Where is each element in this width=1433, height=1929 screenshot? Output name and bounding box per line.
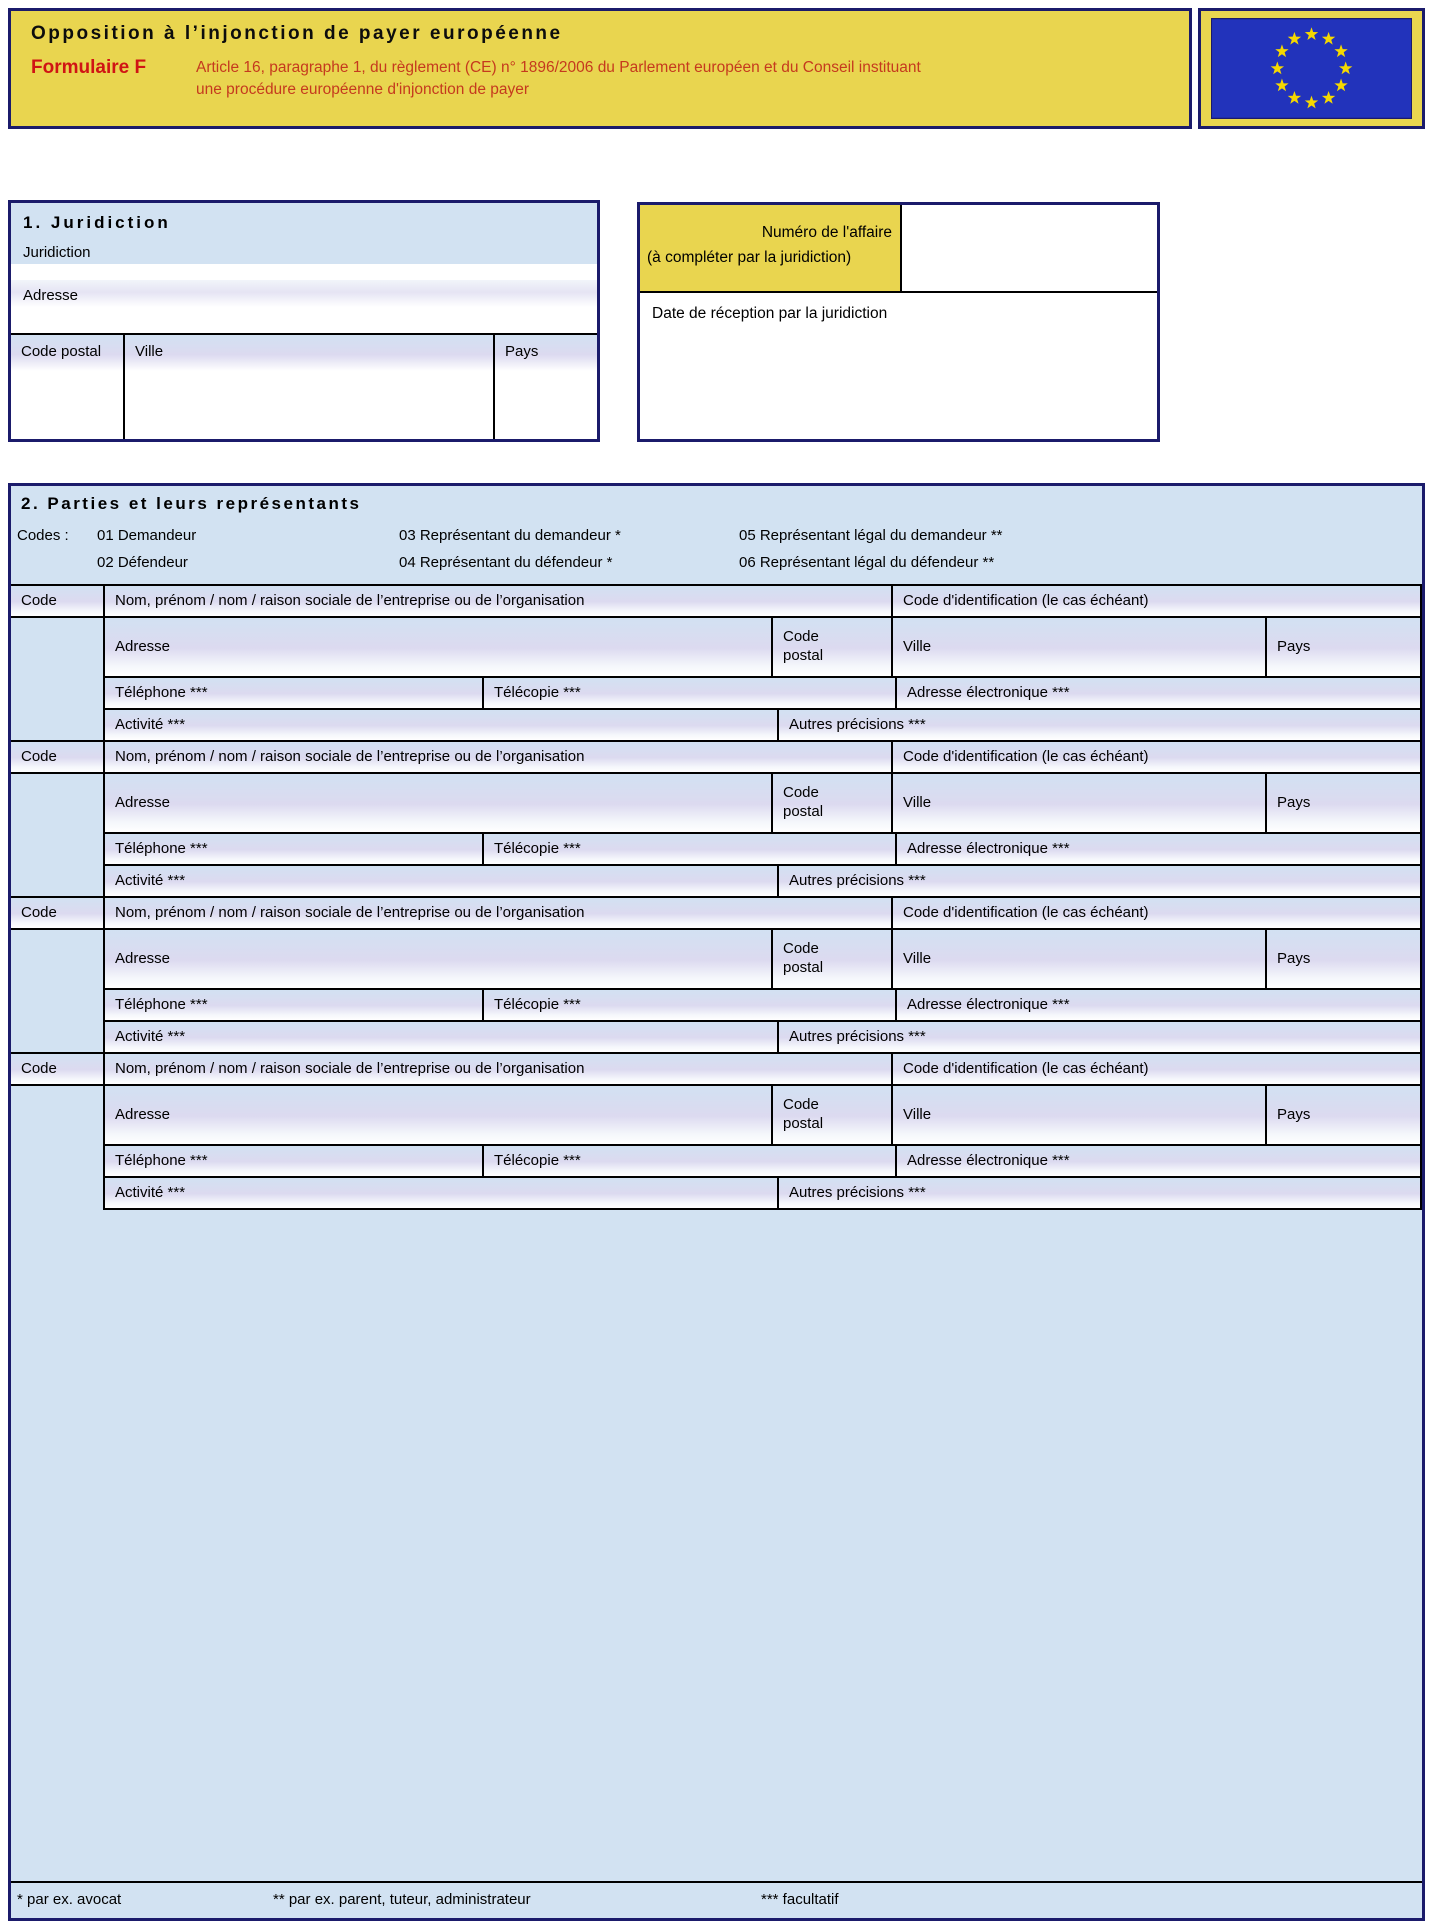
footnotes xyxy=(11,1881,1422,1918)
adresse-input[interactable] xyxy=(11,307,597,333)
activite-label: Activité *** xyxy=(105,1022,777,1052)
case-number-box xyxy=(637,202,1160,442)
section-parties xyxy=(8,483,1425,1921)
date-reception-label: Date de réception par la juridiction xyxy=(652,305,888,322)
form-title: Opposition à l’injonction de payer européenne xyxy=(31,23,563,44)
code-identification-label: Code d'identification (le cas échéant) xyxy=(893,1054,1420,1084)
party-block-3 xyxy=(11,898,1422,1054)
party-ville-label: Ville xyxy=(893,930,1265,988)
telephone-label: Téléphone *** xyxy=(105,678,482,708)
autres-precisions-label: Autres précisions *** xyxy=(779,1022,1420,1052)
telephone-label: Téléphone *** xyxy=(105,990,482,1020)
party-code-postal-label: Code postal xyxy=(773,774,891,832)
party-block-2 xyxy=(11,742,1422,898)
code-02-defendeur: 02 Défendeur xyxy=(97,554,188,571)
party-block-1 xyxy=(11,586,1422,742)
adresse-electronique-label: Adresse électronique *** xyxy=(897,990,1420,1020)
activite-label: Activité *** xyxy=(105,1178,777,1208)
telephone-label: Téléphone *** xyxy=(105,834,482,864)
case-number-input[interactable] xyxy=(902,205,1157,291)
code-01-demandeur: 01 Demandeur xyxy=(97,527,197,544)
eu-flag-icon xyxy=(1211,18,1412,119)
nom-label: Nom, prénom / nom / raison sociale de l’entreprise ou de l’organisation xyxy=(105,586,891,616)
party-adresse-label: Adresse xyxy=(105,930,771,988)
nom-label: Nom, prénom / nom / raison sociale de l’entreprise ou de l’organisation xyxy=(105,898,891,928)
telecopie-label: Télécopie *** xyxy=(484,990,895,1020)
party-pays-label: Pays xyxy=(1267,930,1420,988)
pays-input[interactable] xyxy=(495,371,597,439)
code-postal-input[interactable] xyxy=(11,371,123,439)
adresse-electronique-label: Adresse électronique *** xyxy=(897,834,1420,864)
activite-label: Activité *** xyxy=(105,866,777,896)
code-label: Code xyxy=(11,1054,103,1084)
party-adresse-label: Adresse xyxy=(105,1086,771,1144)
footnote-parent-tuteur: ** par ex. parent, tuteur, administrateur xyxy=(273,1891,531,1908)
party-block-4 xyxy=(11,1054,1422,1210)
juridiction-input[interactable] xyxy=(11,264,597,280)
form-subtitle-row xyxy=(11,57,1189,102)
legal-reference-text: Article 16, paragraphe 1, du règlement (CE) n° 1896/2006 du Parlement européen et du Conseil instituant une procédure européenne d'injonction de payer xyxy=(196,59,921,99)
party-adresse-label: Adresse xyxy=(105,618,771,676)
nom-label: Nom, prénom / nom / raison sociale de l’entreprise ou de l’organisation xyxy=(105,742,891,772)
party-ville-label: Ville xyxy=(893,774,1265,832)
autres-precisions-label: Autres précisions *** xyxy=(779,710,1420,740)
telecopie-label: Télécopie *** xyxy=(484,1146,895,1176)
party-ville-label: Ville xyxy=(893,1086,1265,1144)
juridiction-address-table xyxy=(11,333,597,439)
party-adresse-label: Adresse xyxy=(105,774,771,832)
party-pays-label: Pays xyxy=(1267,774,1420,832)
code-postal-label: Code postal xyxy=(11,335,123,371)
section1-heading: 1. Juridiction xyxy=(23,213,171,232)
activite-label: Activité *** xyxy=(105,710,777,740)
party-pays-label: Pays xyxy=(1267,1086,1420,1144)
code-identification-label: Code d'identification (le cas échéant) xyxy=(893,742,1420,772)
code-03-representant-demandeur: 03 Représentant du demandeur * xyxy=(399,527,621,544)
party-code-postal-label: Code postal xyxy=(773,1086,891,1144)
party-code-postal-label: Code postal xyxy=(773,930,891,988)
party-pays-label: Pays xyxy=(1267,618,1420,676)
code-label: Code xyxy=(11,898,103,928)
eu-flag-box xyxy=(1198,8,1425,129)
adresse-electronique-label: Adresse électronique *** xyxy=(897,678,1420,708)
telephone-label: Téléphone *** xyxy=(105,1146,482,1176)
section2-heading: 2. Parties et leurs représentants xyxy=(21,494,362,513)
party-ville-label: Ville xyxy=(893,618,1265,676)
pays-label: Pays xyxy=(495,335,597,371)
footnote-facultatif: *** facultatif xyxy=(761,1891,839,1908)
adresse-label: Adresse xyxy=(11,280,597,307)
code-label: Code xyxy=(11,586,103,616)
form-header xyxy=(8,8,1192,129)
nom-label: Nom, prénom / nom / raison sociale de l’entreprise ou de l’organisation xyxy=(105,1054,891,1084)
ville-label: Ville xyxy=(125,335,493,371)
telecopie-label: Télécopie *** xyxy=(484,678,895,708)
adresse-electronique-label: Adresse électronique *** xyxy=(897,1146,1420,1176)
codes-legend xyxy=(11,518,1422,586)
ville-input[interactable] xyxy=(125,371,493,439)
form-number-label: Formulaire F xyxy=(31,57,147,78)
section-juridiction xyxy=(8,200,600,442)
autres-precisions-label: Autres précisions *** xyxy=(779,1178,1420,1208)
code-06-representant-legal-defendeur: 06 Représentant légal du défendeur ** xyxy=(739,554,995,571)
code-identification-label: Code d'identification (le cas échéant) xyxy=(893,586,1420,616)
autres-precisions-label: Autres précisions *** xyxy=(779,866,1420,896)
telecopie-label: Télécopie *** xyxy=(484,834,895,864)
code-label: Code xyxy=(11,742,103,772)
footnote-avocat: * par ex. avocat xyxy=(17,1891,122,1908)
codes-legend-label: Codes : xyxy=(17,527,69,544)
case-number-label: Numéro de l'affaire (à compléter par la juridiction) xyxy=(640,205,902,291)
party-code-postal-label: Code postal xyxy=(773,618,891,676)
code-05-representant-legal-demandeur: 05 Représentant légal du demandeur ** xyxy=(739,527,1003,544)
juridiction-label: Juridiction xyxy=(23,244,91,261)
code-identification-label: Code d'identification (le cas échéant) xyxy=(893,898,1420,928)
code-04-representant-defendeur: 04 Représentant du défendeur * xyxy=(399,554,613,571)
